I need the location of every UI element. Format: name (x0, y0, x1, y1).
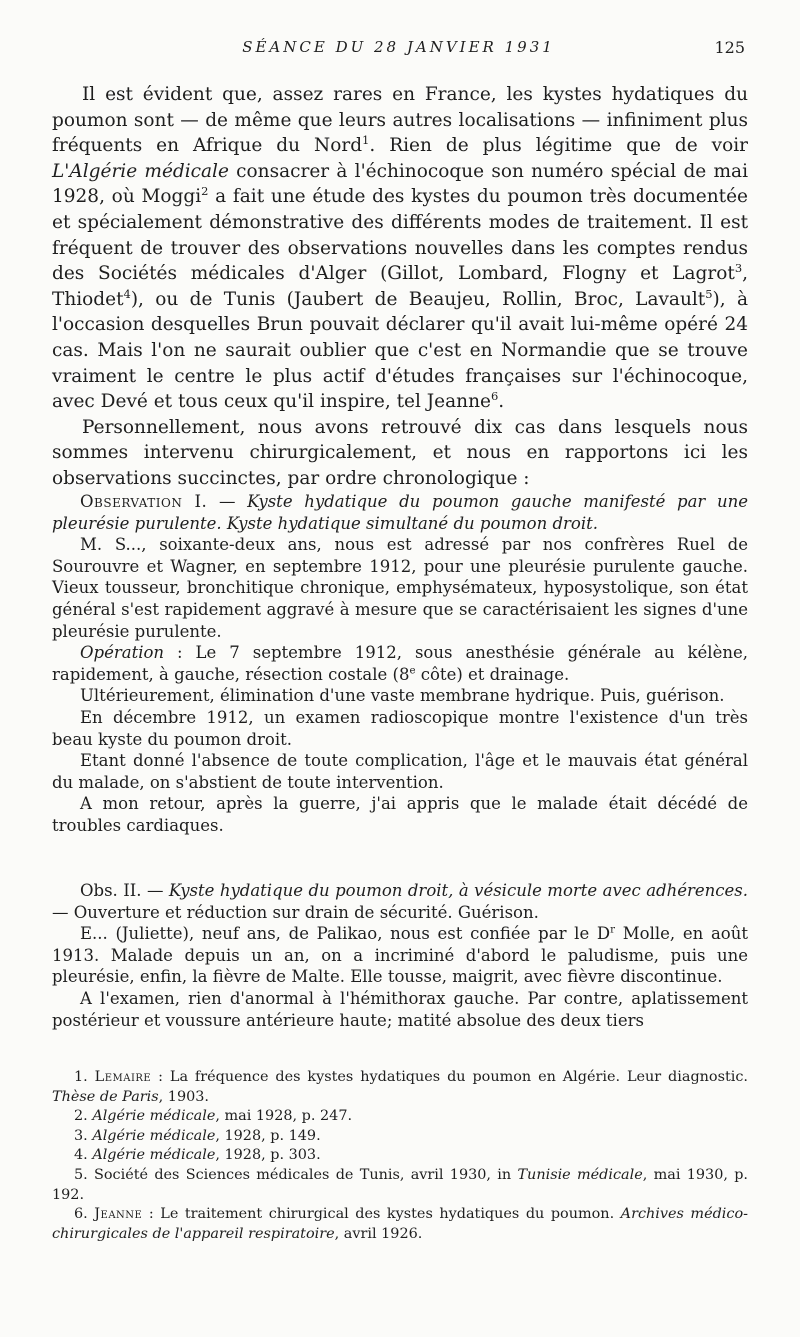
operation-label: Opération (80, 643, 165, 663)
footnote-author: Jeanne (94, 1206, 143, 1223)
intro-paragraph-2: Personnellement, nous avons retrouvé dix cas dans lesquels nous sommes intervenu chirurgicalement, et nous en rapportons ici les observations succinctes, par ordre chronologique : (52, 416, 748, 489)
footnote-ref-2: 2 (201, 184, 209, 199)
footnote-source: Archives médico-chirurgicales de l'appareil respiratoire (52, 1206, 748, 1242)
text-span: : Le 7 septembre 1912, sous anesthésie générale au kélène, rapidement, à gauche, résection costale (8 (52, 643, 748, 684)
running-title: SÉANCE DU 28 JANVIER 1931 (242, 38, 555, 56)
page-number: 125 (714, 38, 745, 57)
footnote-source: Algérie médicale (92, 1147, 216, 1164)
text-span: , avril 1926. (334, 1225, 423, 1242)
text-span: ), ou de Tunis (Jaubert de Beaujeu, Rollin, Broc, Lavault (130, 288, 706, 310)
footnote-source: Algérie médicale (92, 1108, 216, 1125)
footnote-ref-5: 5 (705, 286, 713, 301)
observation-1-paragraph: M. S..., soixante-deux ans, nous est adressé par nos confrères Ruel de Sourouvre et Wagner, en septembre 1912, pour une pleurésie purulente gauche. Vieux tousseur, bronchitique chronique, emphysémateux, hyposystolique, son état général s'est rapidement aggravé à mesure que se caractérisaient les signes d'une pleurésie purulente. (52, 535, 748, 641)
text-span: consacrer à l'échinocoque son numéro spécial de mai 1928, où Moggi (52, 160, 748, 208)
footnote-source: Algérie médicale (92, 1127, 216, 1144)
text-span: . (498, 391, 505, 413)
text-span: — (141, 881, 169, 900)
footnote-5 (52, 1166, 748, 1205)
text-span: , 1903. (158, 1088, 210, 1105)
observation-2-paragraph (52, 923, 748, 988)
footnote-number: 4. (74, 1147, 88, 1164)
observation-2 (52, 880, 748, 1031)
observation-title: Kyste hydatique du poumon gauche manifesté par une pleurésie purulente. Kyste hydatique simultané du poumon droit. (52, 492, 748, 533)
running-header (52, 38, 745, 60)
intro-paragraph-1 (52, 82, 748, 415)
journal-title: L'Algérie médicale (52, 160, 229, 182)
text-span: , Thiodet (52, 263, 748, 310)
text-span: . Rien de plus légitime que de voir (369, 135, 748, 157)
observation-1-heading (52, 491, 748, 534)
text-span: , 1928, p. 303. (215, 1147, 321, 1164)
text-span: , 1928, p. 149. (215, 1127, 321, 1144)
text-span: ), à l'occasion desquelles Brun pouvait déclarer qu'il avait lui-même opéré 24 cas. Mais l'on ne saurait oublier que c'est en Normandie que se trouve vraiment le centre le plus actif d'études françaises sur l'échinocoque, avec Devé et tous ceux qu'il inspire, tel Jeanne (52, 288, 748, 413)
footnote-ref-6: 6 (490, 388, 499, 403)
observation-label: Obs. II. (80, 881, 142, 900)
footnote-number: 2. (74, 1108, 88, 1125)
footnote-source: Thèse de Paris (52, 1088, 159, 1105)
footnote-number: 5. (74, 1166, 88, 1183)
text-span: , mai 1930, p. 192. (52, 1166, 748, 1203)
text-span: a fait une étude des kystes du poumon très documentée et spécialement démonstrative des différents modes de traitement. Il est fréquent de trouver des observations nouvelles dans les comptes rendus des Sociétés médicales d'Alger (Gillot, Lombard, Flogny et Lagrot (52, 186, 748, 285)
observation-title: Kyste hydatique du poumon droit, à vésicule morte avec adhérences. (168, 881, 748, 900)
footnote-source: Tunisie médicale (517, 1166, 643, 1183)
text-span: — (207, 492, 248, 511)
footnote-ref-1: 1 (362, 133, 370, 148)
footnote-1 (52, 1068, 748, 1107)
text-span: , mai 1928, p. 247. (215, 1108, 353, 1125)
footnote-ref-4: 4 (123, 286, 131, 301)
footnote-2 (52, 1107, 748, 1127)
intro-section (52, 82, 748, 492)
footnote-3 (52, 1127, 748, 1147)
footnote-6 (52, 1205, 748, 1244)
observation-1-paragraph: A mon retour, après la guerre, j'ai appris que le malade était décédé de troubles cardiaques. (52, 794, 748, 835)
text-span: : La fréquence des kystes hydatiques du poumon en Algérie. Leur diagnostic. (151, 1069, 749, 1085)
footnote-4 (52, 1146, 748, 1166)
observation-1-paragraph: Ultérieurement, élimination d'une vaste membrane hydrique. Puis, guérison. (80, 686, 725, 706)
text-span: E... (Juliette), neuf ans, de Palikao, nous est confiée par le D (80, 924, 611, 944)
observation-label: Observation I. (80, 492, 208, 511)
footnote-number: 1. (74, 1069, 88, 1085)
text-span: côte) et drainage. (415, 664, 570, 684)
observation-1 (52, 491, 748, 837)
observation-2-paragraph: A l'examen, rien d'anormal à l'hémithorax gauche. Par contre, aplatissement postérieur et voussure antérieure haute; matité absolue des deux tiers (52, 988, 748, 1030)
observation-1-paragraph: Etant donné l'absence de toute complication, l'âge et le mauvais état général du malade, on s'abstient de toute intervention. (52, 751, 748, 792)
text-span: — Ouverture et réduction sur drain de sécurité. Guérison. (52, 902, 539, 922)
text-span: : Le traitement chirurgical des kystes hydatiques du poumon. (142, 1206, 621, 1223)
observation-2-heading (52, 880, 748, 923)
footnote-ref-3: 3 (734, 261, 743, 275)
text-span: Il est évident que, assez rares en France, les kystes hydatiques du poumon sont — de même que leurs autres localisations — infiniment plus fréquents en Afrique du Nord (52, 84, 748, 157)
footnote-number: 6. (74, 1206, 88, 1223)
superscript: r (610, 924, 616, 936)
footnote-number: 3. (74, 1127, 88, 1144)
observation-1-paragraph: En décembre 1912, un examen radioscopique montre l'existence d'un très beau kyste du poumon droit. (52, 707, 748, 749)
text-span: Société des Sciences médicales de Tunis, avril 1930, in (94, 1166, 518, 1183)
superscript: e (409, 665, 416, 677)
text-span: Molle, en août 1913. Malade depuis un an, on a incriminé d'abord le paludisme, puis une pleurésie, enfin, la fièvre de Malte. Elle tousse, maigrit, avec fièvre discontinue. (52, 924, 749, 987)
observation-1-operation (52, 642, 748, 685)
footnotes (52, 1068, 748, 1244)
footnote-author: Lemaire (94, 1069, 152, 1085)
